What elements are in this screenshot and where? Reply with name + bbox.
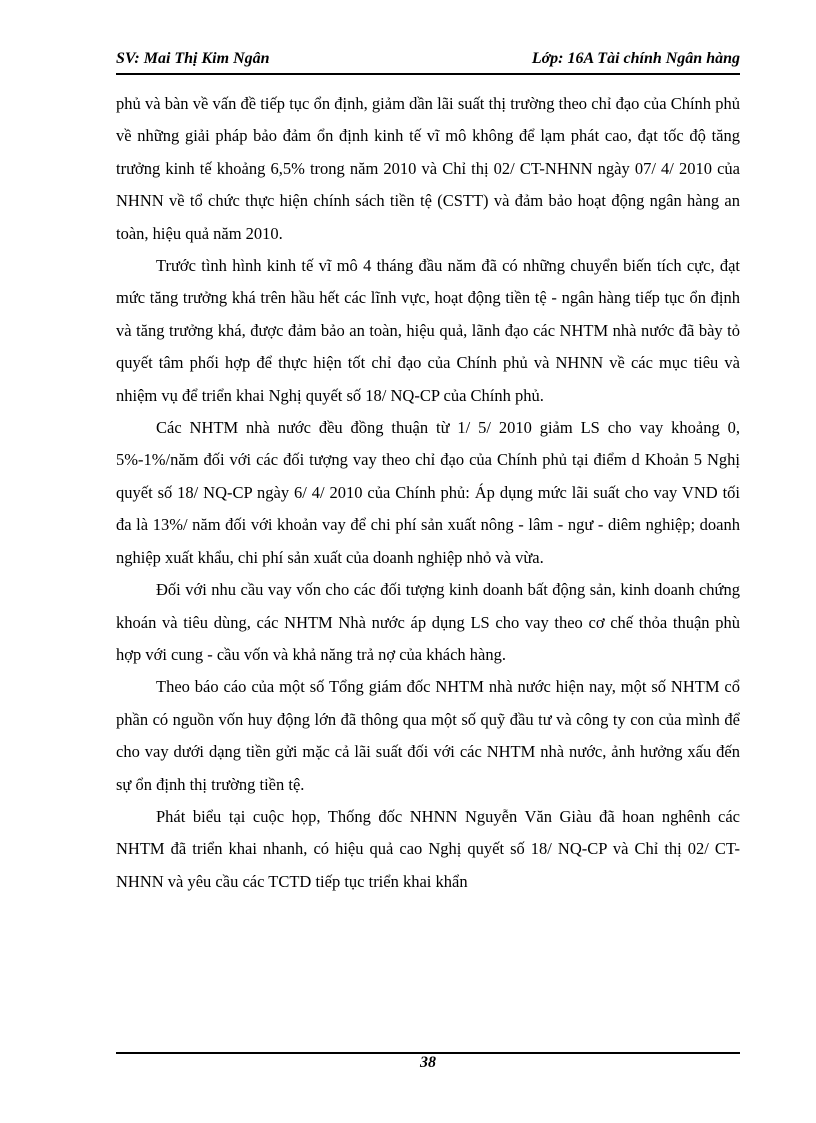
- paragraph-4: Đối với nhu cầu vay vốn cho các đối tượng kinh doanh bất động sản, kinh doanh chứng khoán và tiêu dùng, các NHTM Nhà nước áp dụng LS cho vay theo cơ chế thỏa thuận phù hợp với cung - cầu vốn và khả năng trả nợ của khách hàng.: [116, 580, 740, 664]
- document-body: [116, 88, 740, 898]
- paragraph-1: phủ và bàn về vấn đề tiếp tục ổn định, giảm dần lãi suất thị trường theo chỉ đạo của Chính phủ về những giải pháp bảo đảm ổn định kinh tế vĩ mô không để lạm phát cao, đạt tốc độ tăng trưởng kinh tế khoảng 6,5% trong năm 2010 và Chỉ thị 02/ CT-NHNN ngày 07/ 4/ 2010 của NHNN về tổ chức thực hiện chính sách tiền tệ (CSTT) và đảm bảo hoạt động ngân hàng an toàn, hiệu quả năm 2010.: [116, 94, 740, 243]
- header-class-name: Lớp: 16A Tài chính Ngân hàng: [531, 50, 740, 67]
- page-number: 38: [420, 1054, 436, 1071]
- page-header: [116, 50, 740, 72]
- header-divider: [116, 73, 740, 75]
- paragraph-5: Theo báo cáo của một số Tổng giám đốc NHTM nhà nước hiện nay, một số NHTM cổ phần có nguồn vốn huy động lớn đã thông qua một số quỹ đầu tư và công ty con của mình để cho vay dưới dạng tiền gửi mặc cả lãi suất đối với các NHTM nhà nước, ảnh hưởng xấu đến sự ổn định thị trường tiền tệ.: [116, 677, 740, 794]
- paragraph-2: Trước tình hình kinh tế vĩ mô 4 tháng đầu năm đã có những chuyển biến tích cực, đạt mức tăng trưởng khá trên hầu hết các lĩnh vực, hoạt động tiền tệ - ngân hàng tiếp tục ổn định và tăng trưởng khá, được đảm bảo an toàn, hiệu quả, lãnh đạo các NHTM nhà nước đã bày tỏ quyết tâm phối hợp để thực hiện tốt chỉ đạo của Chính phủ và NHNN về các mục tiêu và nhiệm vụ để triển khai Nghị quyết số 18/ NQ-CP của Chính phủ.: [116, 256, 740, 405]
- header-student-name: SV: Mai Thị Kim Ngân: [116, 50, 270, 67]
- paragraph-3: Các NHTM nhà nước đều đồng thuận từ 1/ 5/ 2010 giảm LS cho vay khoảng 0, 5%-1%/năm đối với các đối tượng vay theo chỉ đạo của Chính phủ tại điểm d Khoản 5 Nghị quyết số 18/ NQ-CP ngày 6/ 4/ 2010 của Chính phủ: Áp dụng mức lãi suất cho vay VND tối đa là 13%/ năm đối với khoản vay để chi phí sản xuất nông - lâm - ngư - diêm nghiệp; doanh nghiệp xuất khẩu, chi phí sản xuất của doanh nghiệp nhỏ và vừa.: [116, 418, 740, 567]
- paragraph-6: Phát biểu tại cuộc họp, Thống đốc NHNN Nguyễn Văn Giàu đã hoan nghênh các NHTM đã triển khai nhanh, có hiệu quả cao Nghị quyết số 18/ NQ-CP và Chỉ thị 02/ CT-NHNN và yêu cầu các TCTD tiếp tục triển khai khẩn: [116, 806, 740, 891]
